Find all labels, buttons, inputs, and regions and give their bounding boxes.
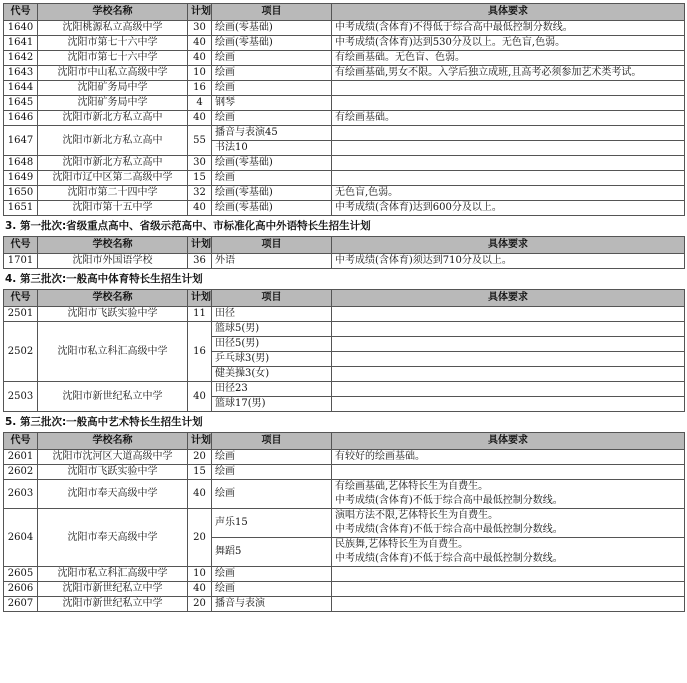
cell-item: 钢琴 — [212, 96, 332, 111]
section-5-title: 5. 第三批次:一般高中艺术特长生招生计划 — [5, 416, 203, 428]
cell-code: 1649 — [4, 171, 38, 186]
cell-code: 2601 — [4, 450, 38, 465]
cell-school: 沈阳市新世纪私立中学 — [38, 382, 188, 412]
cell-school: 沈阳市新北方私立高中 — [38, 111, 188, 126]
cell-item: 篮球5(男) — [212, 322, 332, 337]
header-requirement: 具体要求 — [332, 433, 685, 450]
table-row — [4, 66, 685, 81]
cell-item: 绘画(零基础) — [212, 186, 332, 201]
cell-item: 田径5(男) — [212, 337, 332, 352]
table-row — [4, 156, 685, 171]
cell-school: 沈阳市新世纪私立中学 — [38, 582, 188, 597]
header-code: 代号 — [4, 4, 38, 21]
cell-requirement: 有绘画基础,艺体特长生为自费生。 中考成绩(含体育)不低于综合高中最低控制分数线。 — [332, 480, 685, 509]
cell-requirement — [332, 126, 685, 141]
art-plan-table-1 — [3, 3, 685, 216]
table-row — [4, 254, 685, 269]
cell-school: 沈阳市第七十六中学 — [38, 51, 188, 66]
cell-code: 1640 — [4, 21, 38, 36]
header-item: 项目 — [212, 237, 332, 254]
table-row — [4, 509, 685, 538]
cell-requirement: 中考成绩(含体育)达到530分及以上。无色盲,色弱。 — [332, 36, 685, 51]
header-plan: 计划 — [188, 290, 212, 307]
cell-code: 2602 — [4, 465, 38, 480]
section-3-title: 3. 第一批次:省级重点高中、省级示范高中、市标准化高中外语特长生招生计划 — [5, 220, 371, 232]
cell-school: 沈阳市奉天高级中学 — [38, 509, 188, 567]
cell-plan: 36 — [188, 254, 212, 269]
cell-code: 1647 — [4, 126, 38, 156]
cell-requirement: 有较好的绘画基础。 — [332, 450, 685, 465]
cell-school: 沈阳市第二十四中学 — [38, 186, 188, 201]
cell-item: 播音与表演45 — [212, 126, 332, 141]
cell-school: 沈阳市私立科汇高级中学 — [38, 322, 188, 382]
cell-requirement — [332, 307, 685, 322]
cell-requirement — [332, 322, 685, 337]
cell-plan: 20 — [188, 450, 212, 465]
cell-plan: 55 — [188, 126, 212, 156]
section-4-title: 4. 第三批次:一般高中体育特长生招生计划 — [5, 273, 203, 285]
table-row — [4, 322, 685, 337]
cell-requirement — [332, 156, 685, 171]
cell-plan: 16 — [188, 81, 212, 96]
cell-code: 1642 — [4, 51, 38, 66]
cell-plan: 20 — [188, 509, 212, 567]
cell-school: 沈阳市第十五中学 — [38, 201, 188, 216]
cell-requirement — [332, 597, 685, 612]
cell-requirement — [332, 171, 685, 186]
header-item: 项目 — [212, 290, 332, 307]
cell-plan: 40 — [188, 480, 212, 509]
cell-plan: 32 — [188, 186, 212, 201]
header-requirement: 具体要求 — [332, 4, 685, 21]
cell-item: 绘画 — [212, 582, 332, 597]
cell-requirement — [332, 367, 685, 382]
cell-school: 沈阳市奉天高级中学 — [38, 480, 188, 509]
cell-code: 1641 — [4, 36, 38, 51]
cell-plan: 40 — [188, 382, 212, 412]
cell-item: 绘画 — [212, 111, 332, 126]
cell-school: 沈阳矿务局中学 — [38, 96, 188, 111]
cell-code: 1646 — [4, 111, 38, 126]
cell-item: 舞蹈5 — [212, 538, 332, 567]
cell-code: 2503 — [4, 382, 38, 412]
header-plan: 计划 — [188, 433, 212, 450]
cell-school: 沈阳矿务局中学 — [38, 81, 188, 96]
cell-code: 1648 — [4, 156, 38, 171]
header-plan: 计划 — [188, 4, 212, 21]
cell-school: 沈阳市新北方私立高中 — [38, 156, 188, 171]
cell-code: 1644 — [4, 81, 38, 96]
table-row — [4, 36, 685, 51]
table-row — [4, 567, 685, 582]
cell-requirement: 中考成绩(含体育)不得低于综合高中最低控制分数线。 — [332, 21, 685, 36]
cell-code: 1701 — [4, 254, 38, 269]
cell-code: 1643 — [4, 66, 38, 81]
table-row — [4, 171, 685, 186]
table-row — [4, 51, 685, 66]
cell-plan: 30 — [188, 156, 212, 171]
table-row — [4, 450, 685, 465]
header-code: 代号 — [4, 290, 38, 307]
table-row — [4, 126, 685, 141]
cell-item: 绘画 — [212, 81, 332, 96]
cell-code: 2605 — [4, 567, 38, 582]
table-row — [4, 201, 685, 216]
cell-code: 1645 — [4, 96, 38, 111]
cell-item: 书法10 — [212, 141, 332, 156]
cell-school: 沈阳市沈河区大道高级中学 — [38, 450, 188, 465]
cell-plan: 20 — [188, 597, 212, 612]
cell-requirement — [332, 141, 685, 156]
table-row — [4, 111, 685, 126]
header-requirement: 具体要求 — [332, 237, 685, 254]
cell-item: 绘画 — [212, 66, 332, 81]
cell-item: 声乐15 — [212, 509, 332, 538]
cell-requirement — [332, 81, 685, 96]
art-plan-table-2 — [3, 432, 685, 612]
cell-plan: 16 — [188, 322, 212, 382]
cell-item: 绘画(零基础) — [212, 156, 332, 171]
cell-item: 绘画 — [212, 567, 332, 582]
table-row — [4, 597, 685, 612]
cell-plan: 40 — [188, 201, 212, 216]
cell-plan: 15 — [188, 171, 212, 186]
cell-requirement: 无色盲,色弱。 — [332, 186, 685, 201]
cell-item: 绘画 — [212, 51, 332, 66]
cell-item: 绘画(零基础) — [212, 21, 332, 36]
cell-item: 外语 — [212, 254, 332, 269]
header-plan: 计划 — [188, 237, 212, 254]
cell-item: 田径23 — [212, 382, 332, 397]
cell-requirement: 民族舞,艺体特长生为自费生。 中考成绩(含体育)不低于综合高中最低控制分数线。 — [332, 538, 685, 567]
sports-plan-table — [3, 289, 685, 412]
cell-item: 绘画(零基础) — [212, 36, 332, 51]
table-row — [4, 582, 685, 597]
cell-item: 篮球17(男) — [212, 397, 332, 412]
header-school: 学校名称 — [38, 237, 188, 254]
cell-requirement — [332, 567, 685, 582]
cell-plan: 40 — [188, 36, 212, 51]
table-row — [4, 465, 685, 480]
header-school: 学校名称 — [38, 290, 188, 307]
cell-school: 沈阳市私立科汇高级中学 — [38, 567, 188, 582]
cell-requirement: 中考成绩(含体育)须达到710分及以上。 — [332, 254, 685, 269]
cell-school: 沈阳市新世纪私立中学 — [38, 597, 188, 612]
cell-item: 绘画 — [212, 171, 332, 186]
cell-plan: 30 — [188, 21, 212, 36]
cell-code: 1650 — [4, 186, 38, 201]
cell-plan: 4 — [188, 96, 212, 111]
header-item: 项目 — [212, 4, 332, 21]
table-row — [4, 81, 685, 96]
cell-item: 田径 — [212, 307, 332, 322]
cell-code: 1651 — [4, 201, 38, 216]
cell-plan: 15 — [188, 465, 212, 480]
cell-item: 绘画 — [212, 480, 332, 509]
cell-requirement — [332, 582, 685, 597]
header-code: 代号 — [4, 433, 38, 450]
cell-item: 绘画 — [212, 465, 332, 480]
cell-school: 沈阳市中山私立高级中学 — [38, 66, 188, 81]
cell-requirement — [332, 337, 685, 352]
header-school: 学校名称 — [38, 433, 188, 450]
cell-plan: 40 — [188, 51, 212, 66]
cell-school: 沈阳市外国语学校 — [38, 254, 188, 269]
table-row — [4, 21, 685, 36]
cell-code: 2607 — [4, 597, 38, 612]
cell-item: 乒乓球3(男) — [212, 352, 332, 367]
cell-requirement — [332, 382, 685, 397]
table-row — [4, 96, 685, 111]
cell-requirement: 有绘画基础。无色盲、色弱。 — [332, 51, 685, 66]
cell-code: 2502 — [4, 322, 38, 382]
header-code: 代号 — [4, 237, 38, 254]
cell-plan: 40 — [188, 582, 212, 597]
foreign-language-plan-table — [3, 236, 685, 269]
cell-plan: 40 — [188, 111, 212, 126]
cell-requirement: 演唱方法不限,艺体特长生为自费生。 中考成绩(含体育)不低于综合高中最低控制分数线。 — [332, 509, 685, 538]
cell-plan: 11 — [188, 307, 212, 322]
cell-plan: 10 — [188, 66, 212, 81]
table-row — [4, 307, 685, 322]
cell-school: 沈阳桃源私立高级中学 — [38, 21, 188, 36]
cell-requirement: 中考成绩(含体育)达到600分及以上。 — [332, 201, 685, 216]
table-row — [4, 186, 685, 201]
table-row — [4, 480, 685, 509]
cell-school: 沈阳市飞跃实验中学 — [38, 307, 188, 322]
cell-school: 沈阳市辽中区第二高级中学 — [38, 171, 188, 186]
header-school: 学校名称 — [38, 4, 188, 21]
cell-requirement — [332, 352, 685, 367]
cell-code: 2603 — [4, 480, 38, 509]
cell-code: 2606 — [4, 582, 38, 597]
cell-school: 沈阳市第七十六中学 — [38, 36, 188, 51]
cell-requirement: 有绘画基础,男女不限。入学后独立成班,且高考必须参加艺术类考试。 — [332, 66, 685, 81]
header-item: 项目 — [212, 433, 332, 450]
cell-school: 沈阳市飞跃实验中学 — [38, 465, 188, 480]
cell-school: 沈阳市新北方私立高中 — [38, 126, 188, 156]
cell-requirement: 有绘画基础。 — [332, 111, 685, 126]
cell-code: 2501 — [4, 307, 38, 322]
cell-code: 2604 — [4, 509, 38, 567]
table-row — [4, 382, 685, 397]
cell-item: 播音与表演 — [212, 597, 332, 612]
cell-requirement — [332, 96, 685, 111]
cell-item: 健美操3(女) — [212, 367, 332, 382]
cell-requirement — [332, 397, 685, 412]
cell-item: 绘画 — [212, 450, 332, 465]
cell-requirement — [332, 465, 685, 480]
header-requirement: 具体要求 — [332, 290, 685, 307]
cell-item: 绘画(零基础) — [212, 201, 332, 216]
cell-plan: 10 — [188, 567, 212, 582]
